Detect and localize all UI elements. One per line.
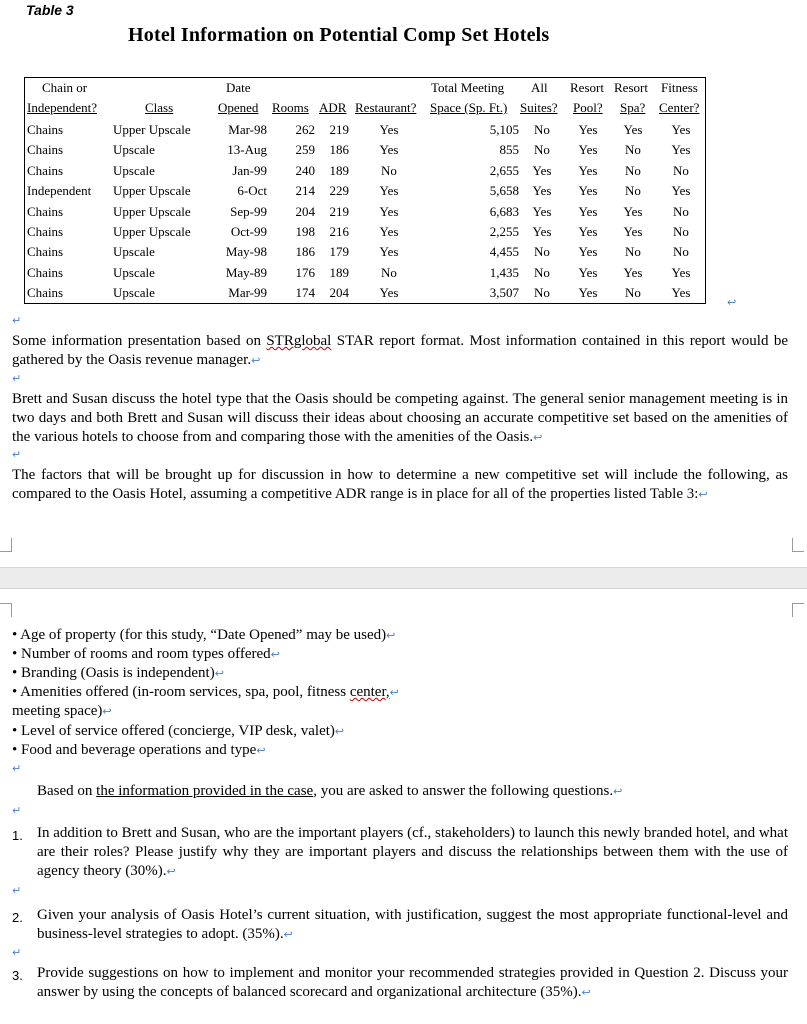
header-pool-line1: Resort bbox=[570, 80, 604, 95]
header-meeting-line2: Space (Sp. Ft.) bbox=[430, 100, 508, 115]
cell-suites: Yes bbox=[532, 224, 552, 239]
cell-pool: Yes bbox=[578, 183, 598, 199]
cell-spa: No bbox=[625, 285, 641, 301]
cell-chain: Chains bbox=[27, 224, 64, 239]
cell-class: Upscale bbox=[113, 244, 155, 260]
cell-suites: Yes bbox=[532, 162, 552, 178]
cell-pool: Yes bbox=[578, 224, 598, 239]
cell-spa: No bbox=[625, 183, 641, 199]
cell-adr: 229 bbox=[329, 183, 349, 199]
page-corner-mark bbox=[0, 538, 12, 552]
cell-chain: Chains bbox=[27, 142, 64, 158]
cell-rooms: 174 bbox=[295, 285, 315, 301]
question-number-1: 1. bbox=[12, 828, 23, 843]
cell-meeting: 2,655 bbox=[489, 162, 519, 178]
header-adr: ADR bbox=[319, 100, 347, 115]
cell-spa: Yes bbox=[623, 264, 643, 280]
cell-rooms: 259 bbox=[295, 142, 315, 158]
cell-date: 6-Oct bbox=[237, 183, 267, 199]
bullet-food: • Food and beverage operations and type↩ bbox=[12, 742, 266, 758]
cell-adr: 216 bbox=[329, 224, 349, 239]
cell-meeting: 5,105 bbox=[489, 122, 519, 137]
cell-rooms: 186 bbox=[295, 244, 315, 260]
cell-fitness: No bbox=[673, 162, 689, 178]
cell-date: Mar-99 bbox=[228, 285, 267, 301]
cell-chain: Chains bbox=[27, 162, 64, 178]
bullet-rooms: • Number of rooms and room types offered↩ bbox=[12, 646, 280, 662]
cell-date: Jan-99 bbox=[232, 162, 267, 178]
header-spa-line2: Spa? bbox=[620, 100, 646, 115]
cell-spa: Yes bbox=[623, 203, 643, 219]
question-3: Provide suggestions on how to implement and monitor your recommended strategies provided in Question 2. Discuss your answer by using the concepts of balanced scorecard and organizational architecture (35%).↩ bbox=[37, 965, 788, 1000]
cell-meeting: 1,435 bbox=[489, 264, 519, 280]
cell-meeting: 5,658 bbox=[489, 183, 519, 199]
cell-chain: Chains bbox=[27, 122, 64, 137]
cell-suites: Yes bbox=[532, 183, 552, 199]
cell-class: Upscale bbox=[113, 162, 155, 178]
cell-suites: No bbox=[534, 285, 550, 301]
cell-meeting: 2,255 bbox=[489, 224, 519, 239]
question-1: In addition to Brett and Susan, who are the important players (cf., stakeholders) to launch this newly branded hotel, and what are their roles? Please justify why they are important players and discuss the relationships between them with the use of agency theory (30%).↩ bbox=[37, 825, 788, 879]
cell-class: Upper Upscale bbox=[113, 183, 191, 199]
paragraph-mark: ↵ bbox=[12, 884, 22, 897]
cell-class: Upper Upscale bbox=[113, 122, 191, 137]
cell-meeting: 3,507 bbox=[489, 285, 519, 301]
cell-restaurant: Yes bbox=[379, 203, 399, 219]
cell-class: Upscale bbox=[113, 285, 155, 301]
cell-restaurant: Yes bbox=[379, 122, 399, 137]
cell-pool: Yes bbox=[578, 122, 598, 137]
question-number-2: 2. bbox=[12, 910, 23, 925]
cell-pool: Yes bbox=[578, 203, 598, 219]
cell-adr: 219 bbox=[329, 122, 349, 137]
header-spa-line1: Resort bbox=[614, 80, 648, 95]
paragraph-mark: ↵ bbox=[12, 372, 22, 385]
cell-suites: Yes bbox=[532, 203, 552, 219]
header-date-line1: Date bbox=[226, 80, 251, 95]
cell-class: Upscale bbox=[113, 264, 155, 280]
page-corner-mark bbox=[0, 603, 12, 617]
cell-pool: Yes bbox=[578, 264, 598, 280]
cell-meeting: 6,683 bbox=[489, 203, 519, 219]
header-chain-line2: Independent? bbox=[27, 100, 98, 115]
question-number-3: 3. bbox=[12, 968, 23, 983]
cell-date: Mar-98 bbox=[228, 122, 267, 137]
question-2: Given your analysis of Oasis Hotel’s current situation, with justification, suggest the most appropriate functional-level and business-level strategies to adopt. (35%).↩ bbox=[37, 907, 788, 942]
cell-chain: Chains bbox=[27, 264, 64, 280]
cell-rooms: 176 bbox=[295, 264, 315, 280]
cell-suites: No bbox=[534, 244, 550, 260]
cell-date: May-98 bbox=[225, 244, 267, 260]
cell-fitness: Yes bbox=[671, 142, 691, 158]
cell-date: Oct-99 bbox=[230, 224, 267, 239]
paragraph-mark: ↵ bbox=[12, 314, 22, 327]
cell-class: Upper Upscale bbox=[113, 203, 191, 219]
cell-spa: Yes bbox=[623, 224, 643, 239]
header-fitness-line2: Center? bbox=[659, 100, 700, 115]
cell-fitness: Yes bbox=[671, 264, 691, 280]
cell-restaurant: Yes bbox=[379, 183, 399, 199]
header-restaurant: Restaurant? bbox=[355, 100, 417, 115]
hotel-info-table bbox=[24, 77, 706, 304]
cell-pool: Yes bbox=[578, 142, 598, 158]
bullet-service: • Level of service offered (concierge, VIP desk, valet)↩ bbox=[12, 723, 345, 739]
cell-restaurant: No bbox=[381, 264, 397, 280]
cell-suites: No bbox=[534, 122, 550, 137]
cell-rooms: 198 bbox=[295, 224, 315, 239]
return-mark: ↩ bbox=[727, 296, 737, 309]
cell-rooms: 240 bbox=[295, 162, 315, 178]
bullet-branding: • Branding (Oasis is independent)↩ bbox=[12, 665, 224, 681]
cell-chain: Chains bbox=[27, 244, 64, 260]
cell-pool: Yes bbox=[578, 244, 598, 260]
cell-restaurant: No bbox=[381, 162, 397, 178]
document-title: Hotel Information on Potential Comp Set Hotels bbox=[128, 24, 550, 46]
cell-meeting: 4,455 bbox=[489, 244, 519, 260]
para-star-report: Some information presentation based on STRglobal STAR report format. Most information contained in this report would be gathered by the Oasis revenue manager.↩ bbox=[12, 333, 788, 368]
cell-adr: 186 bbox=[329, 142, 349, 158]
cell-pool: Yes bbox=[578, 285, 598, 301]
page-corner-mark bbox=[792, 538, 804, 552]
paragraph-mark: ↵ bbox=[12, 762, 22, 775]
cell-adr: 219 bbox=[329, 203, 349, 219]
header-meeting-line1: Total Meeting bbox=[431, 80, 505, 95]
header-class: Class bbox=[145, 100, 174, 115]
cell-spa: No bbox=[625, 244, 641, 260]
paragraph-mark: ↵ bbox=[12, 448, 22, 461]
header-rooms: Rooms bbox=[272, 100, 309, 115]
cell-rooms: 262 bbox=[295, 122, 315, 137]
para-factors: The factors that will be brought up for discussion in how to determine a new competitive set will include the following, as compared to the Oasis Hotel, assuming a competitive ADR range is in place for all of the properties listed Table 3:↩ bbox=[12, 467, 788, 502]
cell-fitness: No bbox=[673, 244, 689, 260]
cell-date: Sep-99 bbox=[230, 203, 267, 219]
paragraph-mark: ↵ bbox=[12, 946, 22, 959]
cell-adr: 204 bbox=[329, 285, 349, 301]
table-label: Table 3 bbox=[26, 2, 74, 18]
cell-restaurant: Yes bbox=[379, 285, 399, 301]
para-brett-susan: Brett and Susan discuss the hotel type that the Oasis should be competing against. The general senior management meeting is in two days and both Brett and Susan will discuss their ideas about choosing an accurate competitive set based on the amenities of the various hotels to choose from and comparing those with the amenities of the Oasis.↩ bbox=[12, 391, 788, 445]
cell-rooms: 204 bbox=[295, 203, 315, 219]
cell-suites: No bbox=[534, 142, 550, 158]
cell-chain: Independent bbox=[27, 183, 92, 199]
cell-restaurant: Yes bbox=[379, 142, 399, 158]
cell-chain: Chains bbox=[27, 203, 64, 219]
header-suites-line1: All bbox=[531, 80, 548, 95]
header-fitness-line1: Fitness bbox=[661, 80, 698, 95]
cell-fitness: No bbox=[673, 224, 689, 239]
header-chain-line1: Chain or bbox=[42, 80, 88, 95]
cell-suites: No bbox=[534, 264, 550, 280]
cell-adr: 189 bbox=[329, 162, 349, 178]
page-corner-mark bbox=[792, 603, 804, 617]
cell-spa: Yes bbox=[623, 122, 643, 137]
cell-fitness: Yes bbox=[671, 183, 691, 199]
cell-restaurant: Yes bbox=[379, 244, 399, 260]
cell-fitness: Yes bbox=[671, 122, 691, 137]
cell-class: Upper Upscale bbox=[113, 224, 191, 239]
header-suites-line2: Suites? bbox=[520, 100, 558, 115]
cell-fitness: No bbox=[673, 203, 689, 219]
cell-fitness: Yes bbox=[671, 285, 691, 301]
bullet-amenities: • Amenities offered (in-room services, spa, pool, fitness center,↩ bbox=[12, 684, 399, 700]
cell-class: Upscale bbox=[113, 142, 155, 158]
bullet-amenities-cont: meeting space)↩ bbox=[12, 703, 112, 719]
paragraph-mark: ↵ bbox=[12, 804, 22, 817]
intro-line: Based on the information provided in the case, you are asked to answer the following questions.↩ bbox=[37, 783, 623, 799]
cell-adr: 189 bbox=[329, 264, 349, 280]
cell-restaurant: Yes bbox=[379, 224, 399, 239]
bullet-age: • Age of property (for this study, “Date Opened” may be used)↩ bbox=[12, 627, 396, 643]
cell-chain: Chains bbox=[27, 285, 64, 301]
cell-pool: Yes bbox=[578, 162, 598, 178]
page-break-gap bbox=[0, 567, 807, 589]
cell-date: 13-Aug bbox=[227, 142, 267, 158]
cell-spa: No bbox=[625, 142, 641, 158]
cell-spa: No bbox=[625, 162, 641, 178]
cell-date: May-89 bbox=[225, 264, 267, 280]
cell-rooms: 214 bbox=[295, 183, 315, 199]
header-date-line2: Opened bbox=[218, 100, 259, 115]
cell-adr: 179 bbox=[329, 244, 349, 260]
header-pool-line2: Pool? bbox=[573, 100, 603, 115]
cell-meeting: 855 bbox=[499, 142, 519, 158]
